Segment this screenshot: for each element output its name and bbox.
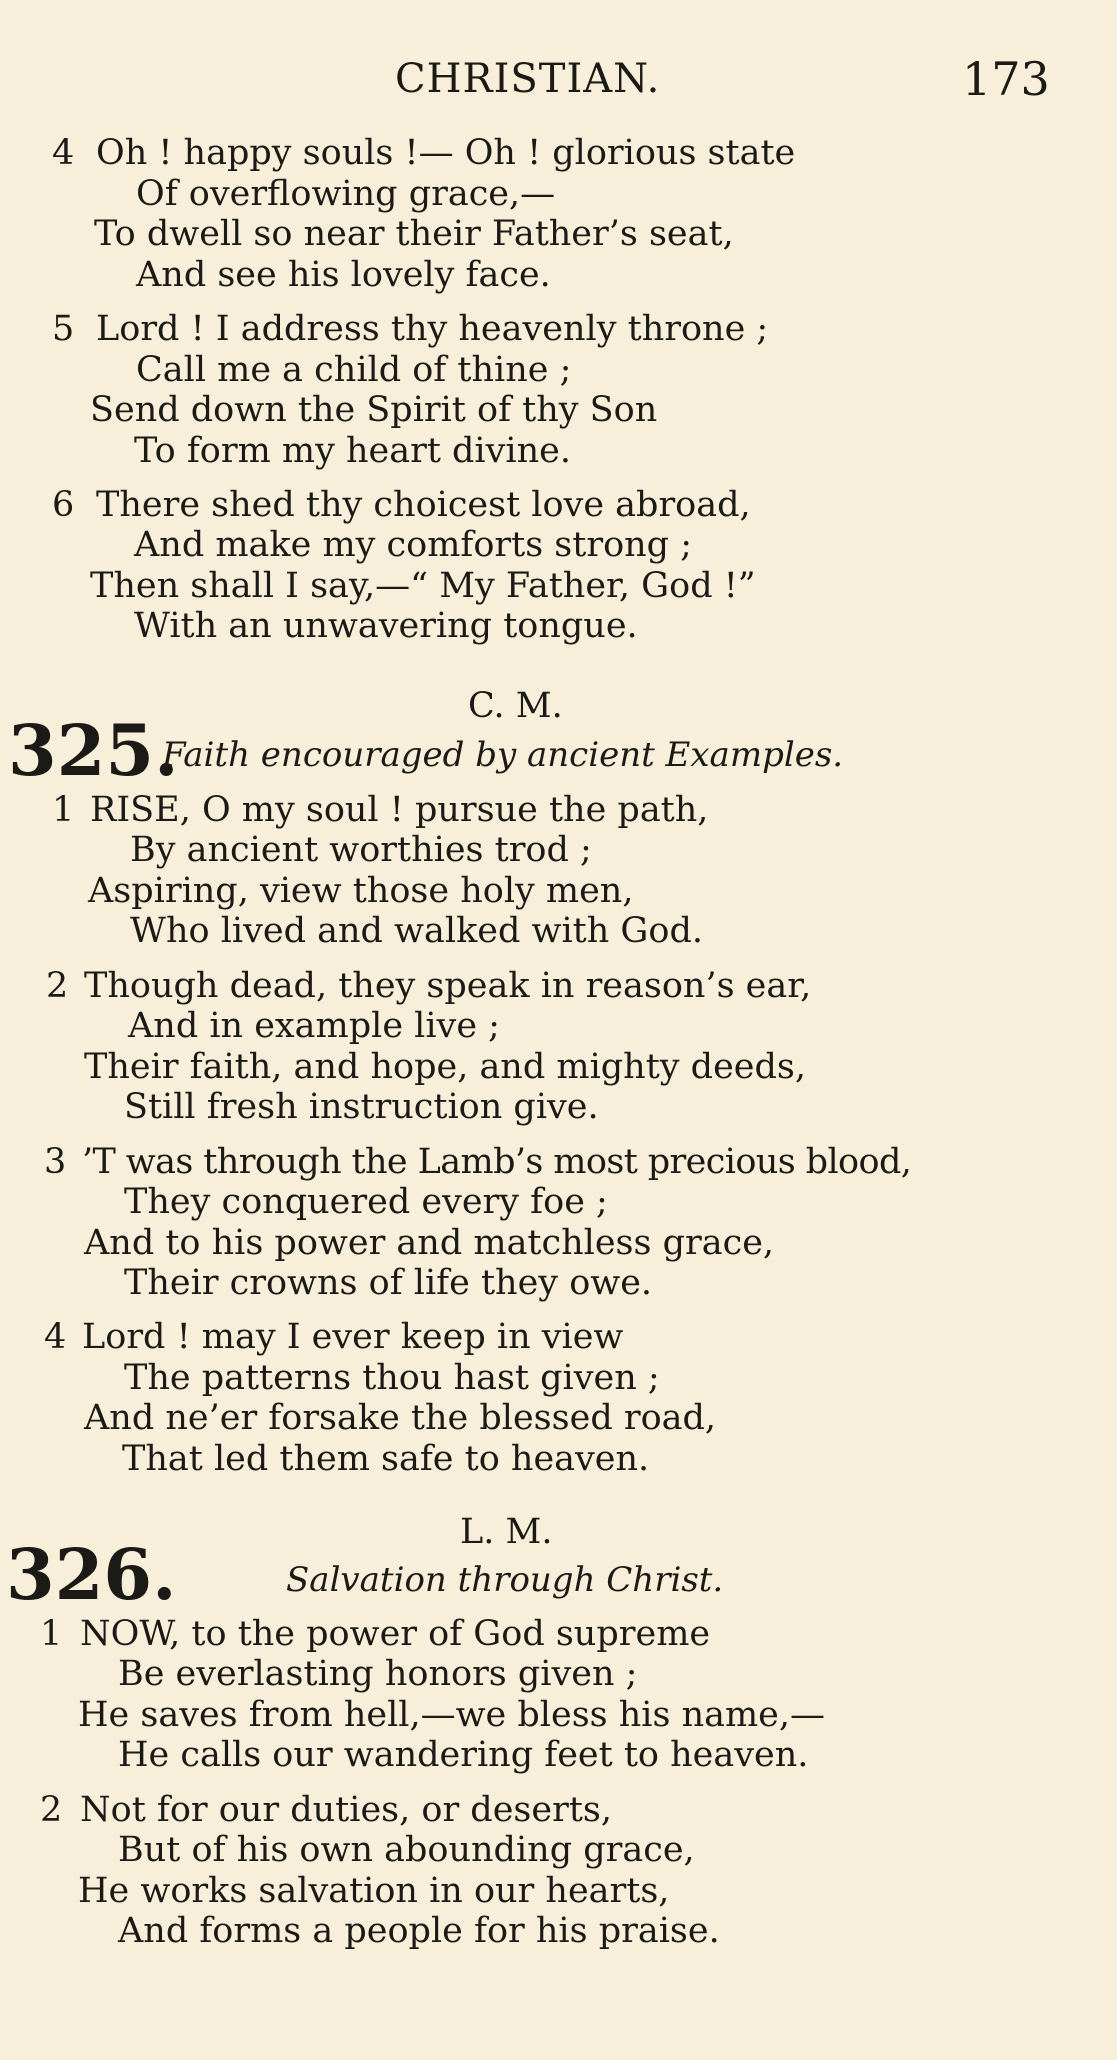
verse-line: Aspiring, view those holy men, (88, 871, 634, 911)
stanza-number: 4 (52, 133, 75, 173)
verse-line: Still fresh instruction give. (124, 1087, 599, 1127)
stanza-number: 5 (52, 309, 75, 349)
verse-line: Lord ! may I ever keep in view (82, 1317, 624, 1357)
stanza-number: 2 (46, 966, 69, 1006)
verse-line: And in example live ; (128, 1006, 500, 1046)
verse-line: To dwell so near their Father’s seat, (94, 214, 734, 254)
verse-line: Call me a child of thine ; (136, 350, 572, 390)
verse-line: Not for our duties, or deserts, (80, 1790, 612, 1830)
verse-line: By ancient worthies trod ; (130, 830, 592, 870)
verse-line: The patterns thou hast given ; (124, 1358, 660, 1398)
verse-line: Who lived and walked with God. (130, 911, 703, 951)
hymn-number: 325. (8, 709, 179, 792)
verse-line: He works salvation in our hearts, (78, 1871, 670, 1911)
running-header-title: CHRISTIAN. (395, 56, 661, 102)
verse-line: But of his own abounding grace, (118, 1830, 695, 1870)
hymn-number: 326. (6, 1533, 177, 1616)
verse-line: To form my heart divine. (134, 431, 571, 471)
verse-line: Then shall I say,—“ My Father, God !” (90, 566, 756, 606)
stanza-number: 3 (44, 1142, 67, 1182)
verse-line: Oh ! happy souls !— Oh ! glorious state (96, 133, 796, 173)
verse-line: He calls our wandering feet to heaven. (118, 1735, 809, 1775)
verse-line: That led them safe to heaven. (122, 1439, 650, 1479)
verse-line: There shed thy choicest love abroad, (96, 485, 751, 525)
stanza-number: 2 (40, 1790, 63, 1830)
hymn-title: Faith encouraged by ancient Examples. (162, 735, 844, 775)
stanza-number: 1 (52, 790, 75, 830)
hymn-title: Salvation through Christ. (286, 1560, 724, 1600)
verse-line: Send down the Spirit of thy Son (90, 390, 658, 430)
verse-line: Though dead, they speak in reason’s ear, (84, 966, 812, 1006)
verse-line: They conquered every foe ; (124, 1182, 608, 1222)
verse-line: ’T was through the Lamb’s most precious blood, (82, 1142, 912, 1182)
verse-line: Their crowns of life they owe. (124, 1263, 653, 1303)
page-number: 173 (962, 52, 1050, 106)
verse-line: And see his lovely face. (136, 255, 551, 295)
stanza-number: 6 (52, 485, 75, 525)
verse-line: With an unwavering tongue. (134, 606, 638, 646)
stanza-number: 1 (40, 1614, 63, 1654)
verse-line: He saves from hell,—we bless his name,— (78, 1695, 826, 1735)
verse-line: RISE, O my soul ! pursue the path, (90, 790, 709, 830)
verse-line: Lord ! I address thy heavenly throne ; (96, 309, 769, 349)
hymn-meter: C. M. (468, 686, 563, 726)
verse-line: Of overflowing grace,— (136, 174, 556, 214)
stanza-number: 4 (44, 1317, 67, 1357)
verse-line: And make my comforts strong ; (134, 525, 693, 565)
verse-line: And to his power and matchless grace, (84, 1223, 775, 1263)
verse-line: Be everlasting honors given ; (118, 1654, 638, 1694)
verse-line: And ne’er forsake the blessed road, (84, 1398, 717, 1438)
verse-line: Their faith, and hope, and mighty deeds, (84, 1047, 806, 1087)
verse-line: NOW, to the power of God supreme (80, 1614, 711, 1654)
verse-line: And forms a people for his praise. (118, 1911, 720, 1951)
hymn-meter: L. M. (460, 1512, 553, 1552)
